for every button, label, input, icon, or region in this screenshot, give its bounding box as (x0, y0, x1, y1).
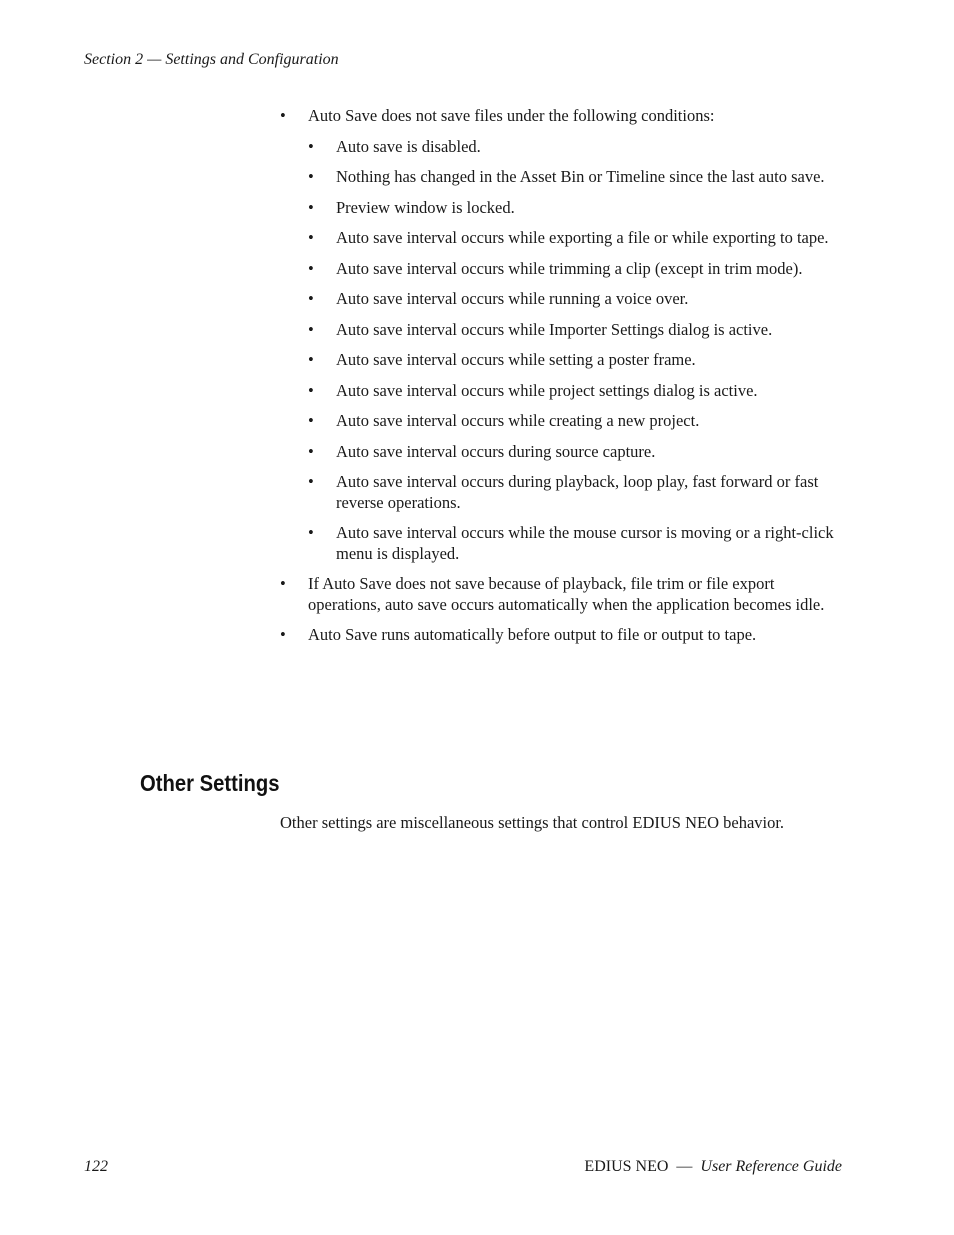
sub-list-item-text: Auto save interval occurs while the mouse cursor is moving or a right-click menu is displayed. (336, 523, 834, 563)
running-footer (584, 1157, 842, 1177)
sub-list-item (308, 411, 846, 432)
list-item-idle (280, 574, 846, 615)
bullet-icon: • (308, 258, 314, 278)
sub-list-item (308, 523, 846, 564)
bullet-icon: • (280, 574, 286, 593)
footer-separator: — (676, 1158, 693, 1175)
sub-list-item (308, 320, 846, 341)
sub-list-item-text: Auto save interval occurs while trimming a clip (except in trim mode). (336, 258, 803, 278)
sub-list-item (308, 167, 846, 188)
bullet-icon: • (308, 289, 314, 308)
sub-list-item-text: Auto save interval occurs during playback, loop play, fast forward or fast reverse operations. (336, 472, 819, 512)
sub-list-item-text: Preview window is locked. (336, 197, 515, 217)
intro-paragraph: Other settings are miscellaneous settings that control EDIUS NEO behavior. (280, 813, 785, 832)
list-item-text: Auto Save runs automatically before output to file or output to tape. (308, 625, 757, 644)
bullet-icon: • (280, 106, 286, 125)
sub-list-item (308, 442, 846, 463)
list-item-output (280, 625, 846, 646)
sub-list-item (308, 472, 846, 513)
sub-list-item (308, 228, 846, 249)
conditions-sub-list (308, 137, 846, 565)
sub-list-item-text: Auto save interval occurs while running a voice over. (336, 289, 689, 308)
bullet-icon: • (308, 350, 314, 369)
bullet-icon: • (308, 167, 314, 186)
section-heading: Other Settings (140, 770, 280, 796)
bullet-icon: • (308, 136, 314, 156)
footer-product: EDIUS NEO (584, 1158, 669, 1175)
bullet-icon: • (308, 472, 314, 491)
bullet-icon: • (308, 380, 314, 400)
list-item-text: If Auto Save does not save because of playback, file trim or file export operations, auto save occurs automatically when the application becomes idle. (308, 574, 825, 614)
sub-list-item-text: Auto save interval occurs while setting a poster frame. (336, 350, 696, 369)
sub-list-item (308, 381, 846, 402)
bullet-icon: • (308, 411, 314, 430)
sub-list-item-text: Auto save interval occurs while exporting a file or while exporting to tape. (336, 228, 829, 247)
auto-save-bullet-list (280, 106, 846, 646)
running-header: Section 2 — Settings and Configuration (84, 51, 339, 68)
sub-list-item (308, 289, 846, 310)
sub-list-item-text: Auto save is disabled. (336, 136, 481, 156)
list-item-text: Auto Save does not save files under the following conditions: (308, 106, 715, 125)
sub-list-item-text: Auto save interval occurs during source capture. (336, 441, 656, 461)
sub-list-item-text: Auto save interval occurs while creating a new project. (336, 411, 700, 430)
list-item-conditions (280, 106, 846, 564)
bullet-icon: • (308, 197, 314, 217)
bullet-icon: • (308, 441, 314, 461)
sub-list-item (308, 259, 846, 280)
page-number: 122 (84, 1158, 108, 1175)
bullet-icon: • (280, 625, 286, 644)
sub-list-item (308, 350, 846, 371)
sub-list-item (308, 137, 846, 158)
auto-save-notes (280, 106, 846, 656)
bullet-icon: • (308, 228, 314, 247)
sub-list-item-text: Auto save interval occurs while Importer Settings dialog is active. (336, 319, 773, 339)
sub-list-item-text: Nothing has changed in the Asset Bin or Timeline since the last auto save. (336, 167, 825, 186)
sub-list-item (308, 198, 846, 219)
sub-list-item-text: Auto save interval occurs while project settings dialog is active. (336, 380, 758, 400)
bullet-icon: • (308, 319, 314, 339)
footer-guide: User Reference Guide (700, 1158, 842, 1175)
bullet-icon: • (308, 523, 314, 542)
